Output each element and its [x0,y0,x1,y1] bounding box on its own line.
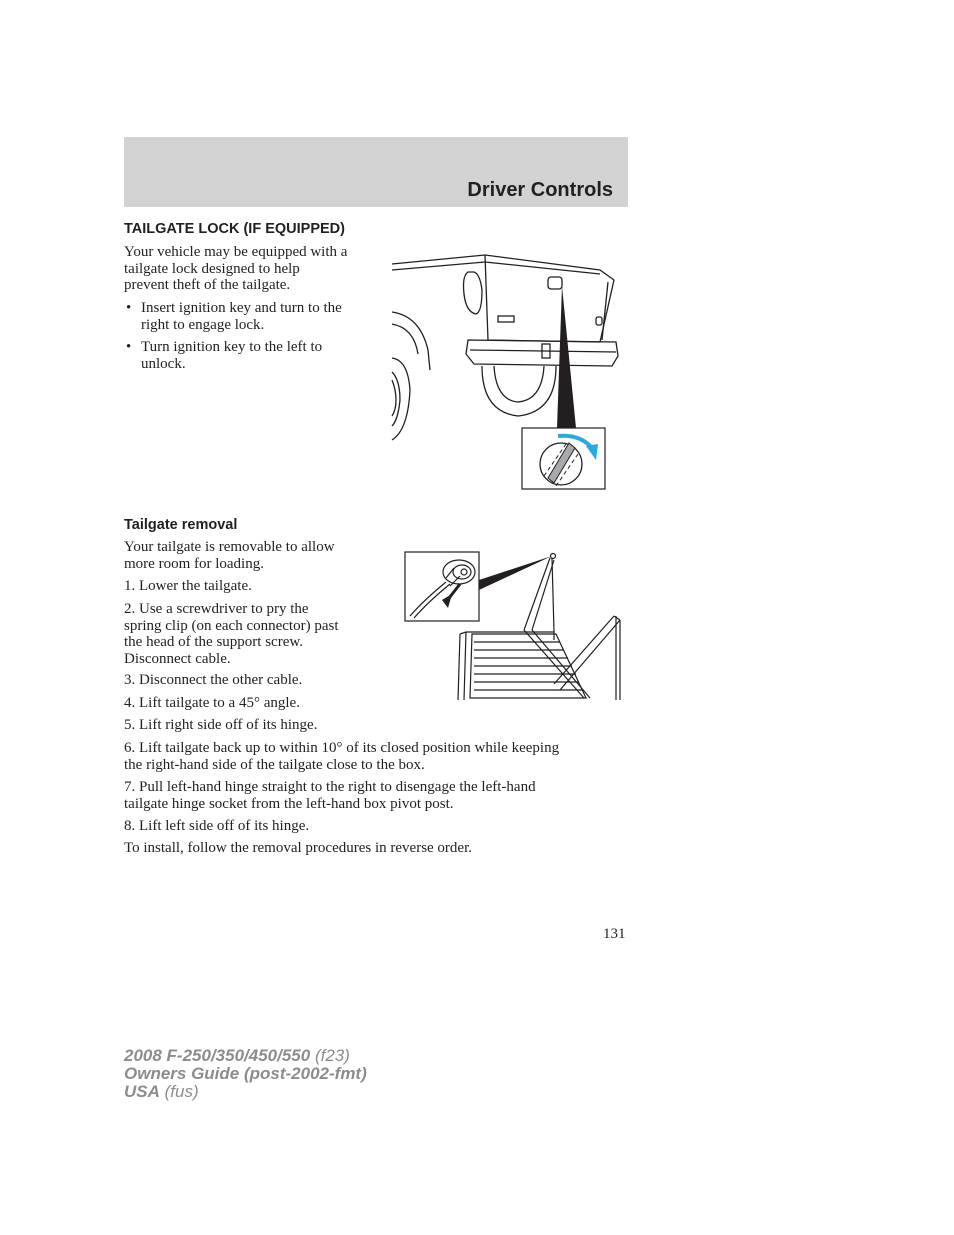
lock-cylinder-icon [540,443,582,486]
step-5: 5. Lift right side off of its hinge. [124,717,318,733]
tailgate-lock-heading: TAILGATE LOCK (IF EQUIPPED) [124,221,345,237]
tailgate-removal-heading: Tailgate removal [124,517,238,533]
tailgate-removal-intro: Your tailgate is removable to allow more room for loading. [124,539,335,572]
tailgate-removal-illustration [404,550,622,702]
footer-line-2: Owners Guide (post-2002-fmt) [124,1064,367,1083]
bullet-text: Insert ignition key and turn to the right to engage lock. [141,300,342,333]
step-3: 3. Disconnect the other cable. [124,672,303,688]
intro-line: prevent theft of the tailgate. [124,277,291,293]
truck-tailgate-lock-illustration [390,250,622,492]
step-2: 2. Use a screwdriver to pry the spring clip (on each connector) past the head of the support screw. Disconnect cable. [124,601,339,667]
step-4: 4. Lift tailgate to a 45° angle. [124,695,300,711]
footer-line-1: 2008 F-250/350/450/550 (f23) [124,1046,350,1065]
intro-line: tailgate lock designed to help [124,260,300,277]
footer-line-3: USA (fus) [124,1082,199,1101]
bullet-dot: • [126,300,132,316]
step-1: 1. Lower the tailgate. [124,578,252,594]
bullet-dot: • [126,339,132,355]
step-6: 6. Lift tailgate back up to within 10° of its closed position while keeping the right-hand side of the tailgate close to the box. [124,740,560,773]
intro-line: Your vehicle may be equipped with a [124,244,348,260]
document-footer [124,1047,367,1101]
step-8: 8. Lift left side off of its hinge. [124,818,310,834]
step-7: 7. Pull left-hand hinge straight to the right to disengage the left-hand tailgate hinge socket from the left-hand box pivot post. [124,779,536,812]
page-section-title: Driver Controls [467,179,613,201]
header-band [124,137,628,207]
closing-note: To install, follow the removal procedures in reverse order. [124,840,473,856]
bullet-text: Turn ignition key to the left to unlock. [141,339,323,372]
tailgate-lock-intro [124,244,347,294]
page-number: 131 [603,926,626,942]
